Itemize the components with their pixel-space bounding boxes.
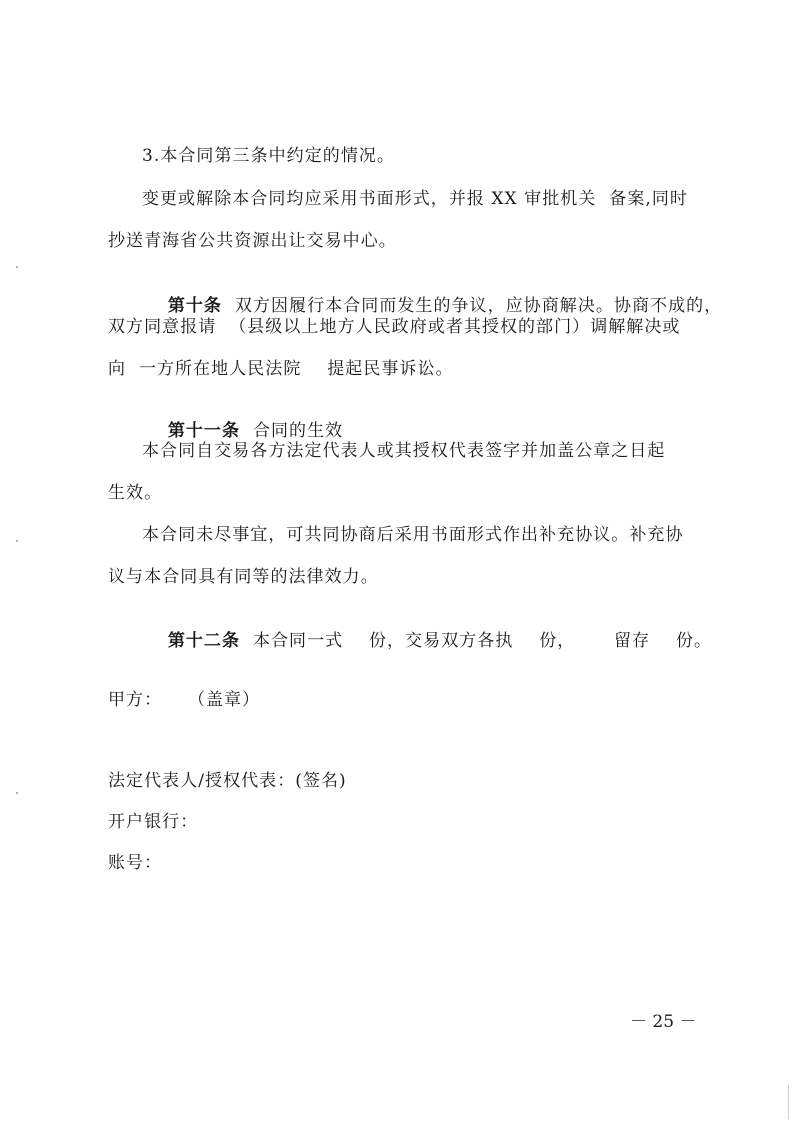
article-10-label: 第十条 (167, 296, 222, 316)
paragraph-line: 本合同未尽事宜，可共同协商后采用书面形式作出补充协议。补充协 (142, 525, 684, 545)
scan-mark (16, 266, 18, 268)
scan-edge-line (788, 1085, 789, 1119)
paragraph-line: 生效。 (108, 483, 163, 503)
account-line: 账号： (108, 853, 163, 873)
paragraph-line: 抄送青海省公共资源出让交易中心。 (108, 231, 397, 251)
bank-line: 开户银行： (108, 812, 199, 832)
article-12-line (142, 608, 712, 674)
paragraph-line: 变更或解除本合同均应采用书面形式，并报 XX 审批机关 备案,同时 (142, 189, 688, 209)
paragraph-line: 议与本合同具有同等的法律效力。 (108, 567, 379, 587)
scan-mark (16, 540, 18, 542)
party-a-line: 甲方： （盖章） (108, 690, 261, 710)
article-11-text: 合同的生效 (240, 421, 344, 441)
page-number: － 25 － (630, 1012, 697, 1032)
article-10-text: 双方因履行本合同而发生的争议，应协商解决。协商不成的， (221, 296, 723, 316)
representative-line: 法定代表人/授权代表：(签名) (108, 771, 347, 791)
paragraph-line: 向 一方所在地人民法院 提起民事诉讼。 (108, 359, 454, 379)
paragraph-line: 双方同意报请 （县级以上地方人民政府或者其授权的部门）调解解决或 (108, 317, 681, 337)
article-11-label: 第十一条 (167, 421, 241, 441)
scan-mark (16, 792, 18, 794)
article-12-label: 第十二条 (167, 631, 241, 651)
clause-item-3: 3.本合同第三条中约定的情况。 (142, 146, 395, 166)
paragraph-line: 本合同自交易各方法定代表人或其授权代表签字并加盖公章之日起 (142, 441, 666, 461)
article-12-text: 本合同一式 份，交易双方各执 份， 留存 份。 (240, 631, 713, 651)
